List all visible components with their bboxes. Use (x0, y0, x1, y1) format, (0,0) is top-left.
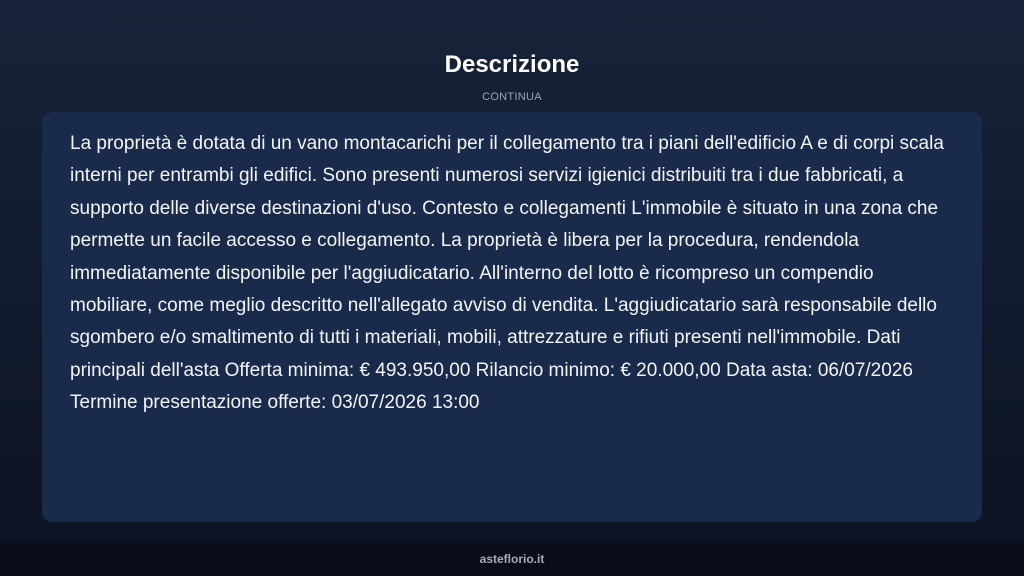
footer-site-name: asteflorio.it (479, 552, 545, 566)
page-subtitle: CONTINUA (482, 91, 542, 103)
description-text: La proprietà è dotata di un vano montacarichi per il collegamento tra i piani dell'edificio A e di corpi scala interni per entrambi gli edifici. Sono presenti numerosi servizi igienici distribuiti tra i due fabbricati, a supporto delle diverse destinazioni d'uso. Contesto e collegamenti L'immobile è situato in una zona che permette un facile accesso e collegamento. La proprietà è libera per la procedura, rendendola immediatamente disponibile per l'aggiudicatario. All'interno del lotto è ricompreso un compendio mobiliare, come meglio descritto nell'allegato avviso di vendita. L'aggiudicatario sarà responsabile dello sgombero e/o smaltimento di tutti i materiali, mobili, attrezzature e rifiuti presenti nell'immobile. Dati principali dell'asta Offerta minima: € 493.950,00 Rilancio minimo: € 20.000,00 Data asta: 06/07/2026 Termine presentazione offerte: 03/07/2026 13:00 (70, 133, 944, 414)
page-title: Descrizione (444, 51, 580, 78)
description-card (42, 112, 982, 522)
footer-bar (0, 543, 1024, 576)
